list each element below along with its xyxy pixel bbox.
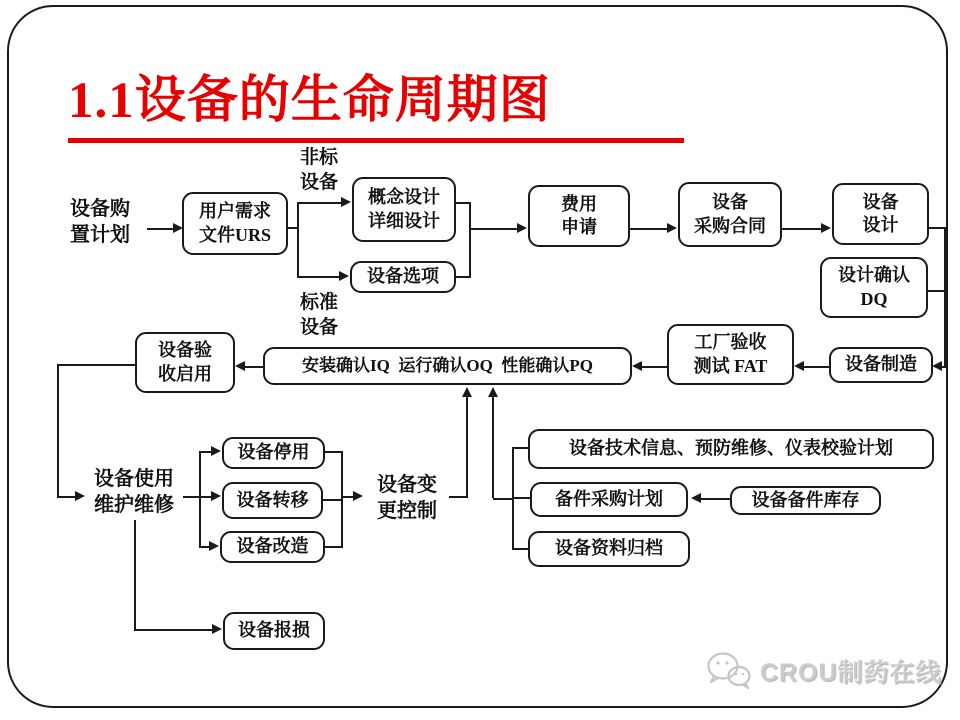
node-equipment-design: 设备 设计: [832, 183, 929, 245]
node-usage-maintenance: 设备使用 维护维修: [94, 468, 174, 516]
wechat-icon: [706, 650, 752, 692]
arrowhead-right-icon: [517, 223, 527, 233]
node-spare-stock: 设备备件库存: [730, 486, 881, 515]
connector-line: [701, 498, 730, 500]
connector-line: [199, 451, 201, 548]
connector-line: [449, 496, 467, 498]
connector-line: [297, 202, 342, 204]
connector-line: [297, 276, 340, 278]
connector-line: [514, 497, 530, 499]
connector-line: [514, 447, 528, 449]
connector-line: [297, 202, 299, 278]
connector-line: [469, 202, 471, 278]
connector-line: [134, 520, 136, 631]
arrowhead-right-icon: [173, 223, 183, 233]
node-iq-oq-pq: 安装确认IQ 运行确认OQ 性能确认PQ: [263, 347, 632, 385]
node-tech-info: 设备技术信息、预防维修、仪表校验计划: [528, 429, 934, 469]
connector-line: [341, 451, 343, 548]
arrowhead-right-icon: [341, 197, 351, 207]
node-purchase-plan: 设备购 置计划: [70, 198, 130, 246]
label-nonstandard-equipment: 非标 设备: [299, 147, 338, 193]
watermark-text: CROU制药在线: [760, 659, 942, 687]
connector-line: [245, 366, 263, 368]
node-spare-purchase: 备件采购计划: [530, 482, 688, 517]
connector-line: [642, 366, 667, 368]
node-fat: 工厂验收 测试 FAT: [667, 324, 794, 385]
arrowhead-left-icon: [632, 361, 642, 371]
connector-line: [782, 228, 822, 230]
connector-line: [492, 397, 494, 498]
node-acceptance: 设备验 收启用: [135, 332, 235, 393]
arrowhead-right-icon: [339, 271, 349, 281]
arrowhead-left-icon: [794, 361, 804, 371]
node-purchase-contract: 设备 采购合同: [678, 182, 782, 247]
connector-line: [804, 366, 829, 368]
arrowhead-right-icon: [209, 541, 219, 551]
node-modify: 设备改造: [220, 531, 325, 563]
label-standard-equipment: 标准 设备: [299, 292, 338, 338]
arrowhead-up-icon: [462, 387, 472, 397]
connector-line: [630, 228, 668, 230]
node-urs: 用户需求 文件URS: [182, 192, 288, 255]
watermark: [706, 650, 942, 692]
arrowhead-right-icon: [75, 491, 85, 501]
node-archive: 设备资料归档: [528, 531, 690, 567]
connector-line: [928, 290, 944, 292]
connector-line: [944, 227, 946, 368]
arrowhead-right-icon: [667, 223, 677, 233]
arrowhead-right-icon: [821, 223, 831, 233]
page-title: 1.1设备的生命周期图: [68, 58, 684, 143]
arrowhead-right-icon: [353, 491, 363, 501]
node-equipment-options: 设备选项: [350, 261, 456, 293]
connector-line: [57, 496, 76, 498]
node-fee-application: 费用 申请: [528, 185, 630, 247]
node-concept-design: 概念设计 详细设计: [352, 177, 456, 242]
node-transfer: 设备转移: [222, 482, 323, 519]
connector-line: [134, 629, 213, 631]
arrowhead-left-icon: [932, 361, 942, 371]
connector-line: [147, 228, 174, 230]
node-stop: 设备停用: [222, 437, 325, 469]
arrowhead-right-icon: [211, 491, 221, 501]
connector-line: [493, 498, 513, 500]
connector-line: [323, 499, 343, 501]
arrowhead-right-icon: [211, 446, 221, 456]
connector-line: [183, 496, 200, 498]
connector-line: [469, 228, 518, 230]
connector-line: [466, 397, 468, 498]
connector-line: [514, 548, 528, 550]
node-design-qualification: 设计确认 DQ: [820, 257, 928, 318]
node-scrap: 设备报损: [223, 612, 325, 650]
connector-line: [57, 364, 59, 497]
arrowhead-left-icon: [235, 361, 245, 371]
node-change-control: 设备变 更控制: [377, 474, 437, 522]
connector-line: [57, 364, 135, 366]
arrowhead-right-icon: [212, 624, 222, 634]
node-manufacturing: 设备制造: [829, 347, 933, 383]
arrowhead-left-icon: [691, 493, 701, 503]
arrowhead-up-icon: [488, 387, 498, 397]
